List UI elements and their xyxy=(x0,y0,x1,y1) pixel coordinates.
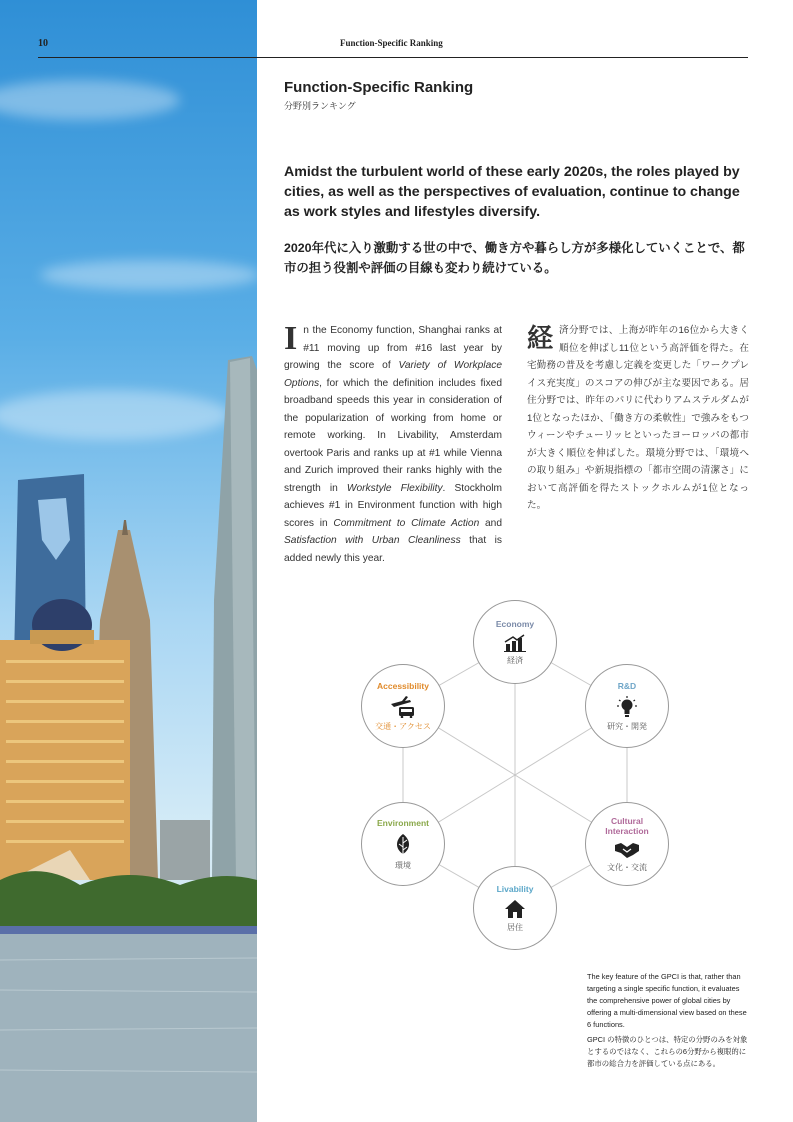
caption-en: The key feature of the GPCI is that, rather than targeting a single specific function, it evaluates the comprehensive power of global cities by offering a multi-dimensional view based on these 6 functions. xyxy=(587,972,747,1029)
function-label-en: Livability xyxy=(496,883,534,894)
lightbulb-icon xyxy=(617,696,637,718)
functions-diagram xyxy=(350,596,680,941)
function-node-economy xyxy=(473,600,557,684)
body-en-text: , for which the definition includes fixed broadband speeds this year in consideration of the popularization of working from home or remote working. In Livability, Amsterdam overtook Paris and ranks up at #1 while Vienna and Zurich improved their ranks highly with the strength in xyxy=(284,377,502,494)
bar-chart-icon xyxy=(504,634,526,652)
function-label-en: Economy xyxy=(495,618,535,629)
body-en-text: and xyxy=(479,517,502,529)
function-label-jp: 居住 xyxy=(507,922,523,932)
function-label-en: R&D xyxy=(617,680,637,691)
skyline-illustration xyxy=(0,0,257,1122)
skyline-photo xyxy=(0,0,257,1122)
function-label-jp: 研究・開発 xyxy=(607,721,647,731)
caption-jp: GPCI の特徴のひとつは、特定の分野のみを対象とするのではなく、これらの6分野から複眼的に都市の総合力を評価している点にある。 xyxy=(587,1035,748,1068)
body-en-text: that is added newly this year. xyxy=(284,535,503,564)
body-text-jp xyxy=(527,322,749,515)
body-en-emphasis: Workstyle Flexibility xyxy=(346,482,443,494)
dropcap-jp: 経 xyxy=(527,323,554,353)
function-label-en: Environment xyxy=(377,817,429,828)
body-jp-text: 済分野では、上海が昨年の16位から大きく順位を伸ばし11位という高評価を得た。在宅勤務の普及を考慮し定義を変更した「ワークプレイス充実度」のスコアの伸びが主な要因である。居住分野では、昨年のパリに代わりアムステルダムが1位となったほか、「働き方の柔軟性」で強みをもつウィーンやチューリッヒといったヨーロッパの都市が大きく順位を伸ばした。環境分野では、「環境への取り組み」や新規指標の「都市空間の清潔さ」において高評価を得たストックホルムが1位となった。 xyxy=(527,325,749,511)
function-node-rd xyxy=(585,664,669,748)
body-en-text: n the Economy function, Shanghai ranks at #11 moving up from #16 last year by growing the score of xyxy=(284,325,502,371)
function-label-jp: 経済 xyxy=(507,655,523,665)
function-node-livability xyxy=(473,866,557,950)
lead-paragraph-en: Amidst the turbulent world of these early 2020s, the roles played by cities, as well as the perspectives of evaluation, continue to change as work styles and lifestyles diversify. xyxy=(284,164,740,220)
body-en-emphasis: Variety of Workplace Options xyxy=(284,360,502,389)
function-label-en: Accessibility xyxy=(377,680,429,691)
function-label-jp: 文化・交流 xyxy=(607,862,647,872)
dropcap-en: I xyxy=(284,320,298,357)
section-title: Function-Specific Ranking xyxy=(284,79,474,96)
section-subtitle-jp: 分野別ランキング xyxy=(284,101,356,111)
plane-bus-icon xyxy=(390,696,416,718)
body-en-emphasis: Commitment to Climate Action xyxy=(333,517,480,529)
header-rule xyxy=(38,57,748,58)
function-label-jp: 環境 xyxy=(395,860,411,870)
leaf-icon xyxy=(394,833,412,857)
function-node-environment xyxy=(361,802,445,886)
page-number: 10 xyxy=(38,38,48,49)
function-label-en: Cultural Interaction xyxy=(605,815,649,836)
house-icon xyxy=(504,899,526,919)
function-node-accessibility xyxy=(361,664,445,748)
body-en-text: . Stockholm achieves #1 in Environment function with high scores in xyxy=(284,482,502,529)
running-head: Function-Specific Ranking xyxy=(340,38,443,48)
handshake-icon xyxy=(614,841,640,859)
body-text-en xyxy=(284,322,502,567)
function-node-cultural xyxy=(585,802,669,886)
lead-paragraph-jp: 2020年代に入り激動する世の中で、働き方や暮らし方が多様化していくことで、都市の担う役割や評価の目線も変わり続けている。 xyxy=(284,241,745,275)
body-en-emphasis: Satisfaction with Urban Cleanliness xyxy=(284,535,461,546)
function-label-jp: 交通・アクセス xyxy=(375,721,431,731)
